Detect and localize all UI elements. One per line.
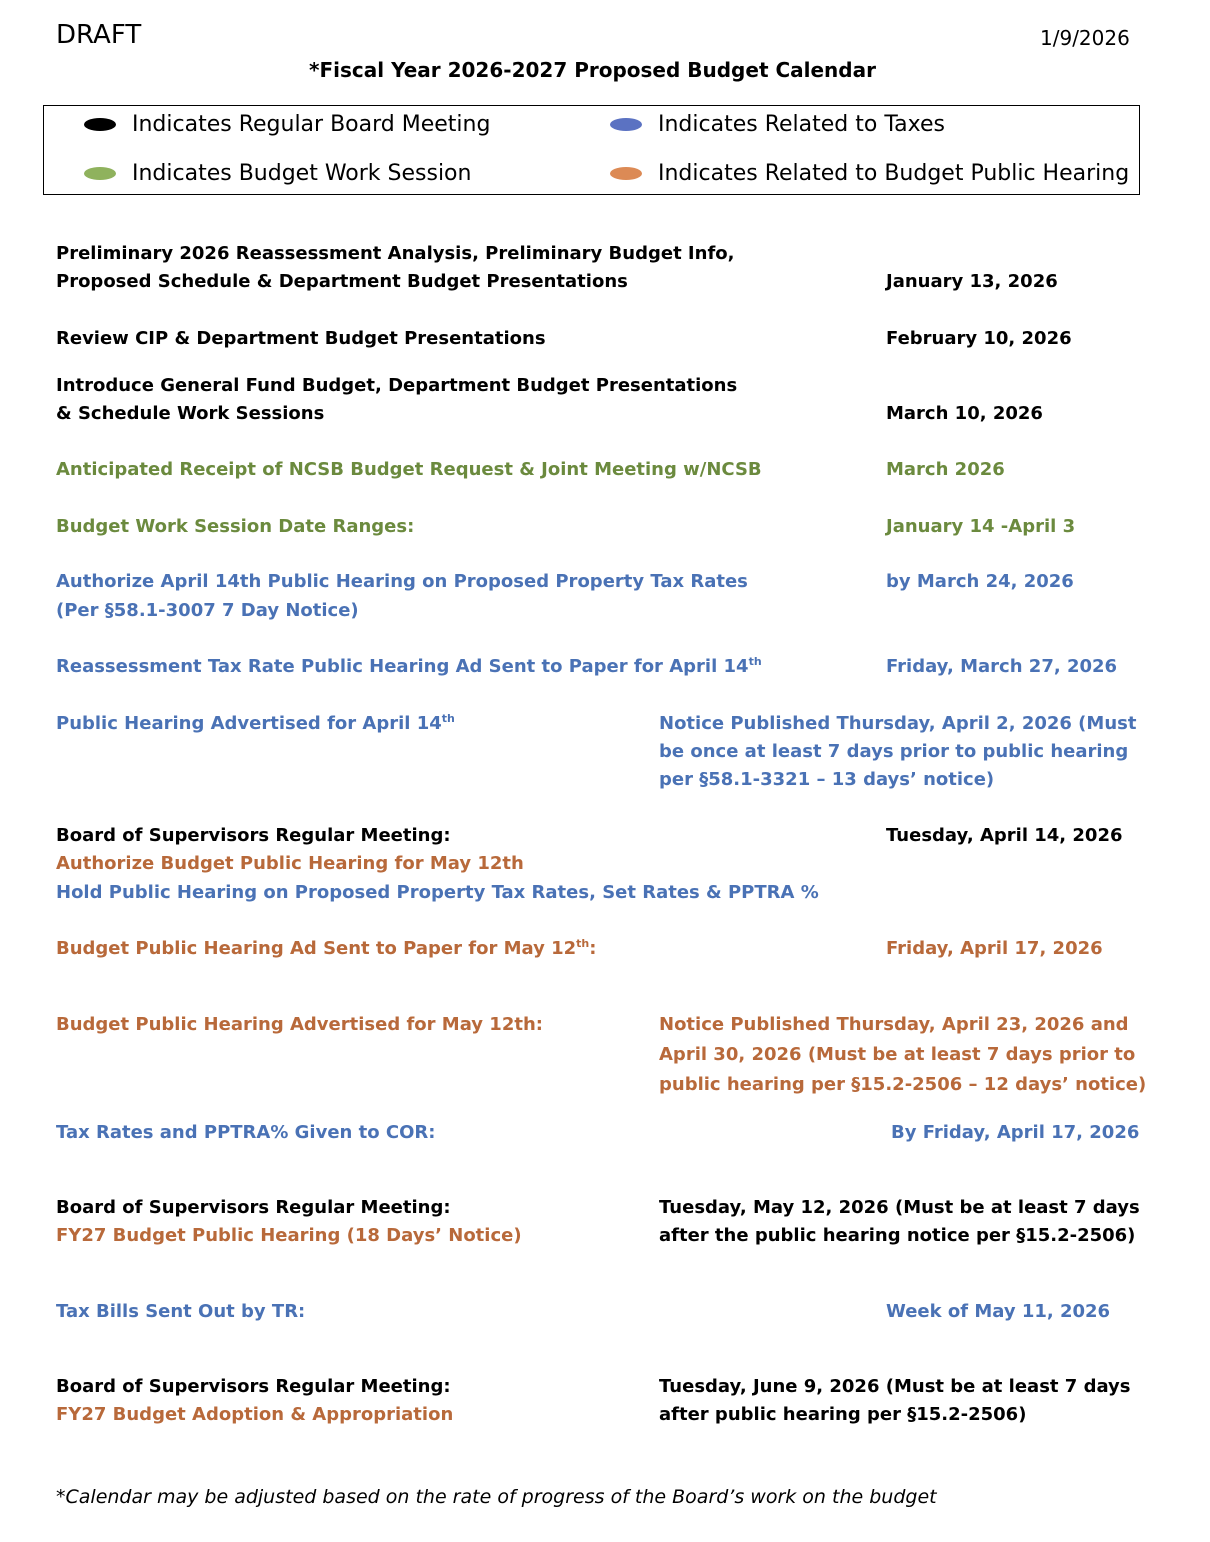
item-date: per §58.1-3321 – 13 days’ notice)	[659, 769, 995, 790]
item-description: Preliminary 2026 Reassessment Analysis, Preliminary Budget Info,	[56, 243, 735, 264]
green-dot-icon	[84, 167, 116, 180]
item-description: Budget Work Session Date Ranges:	[56, 516, 415, 537]
orange-dot-icon	[610, 167, 642, 180]
item-text: Reassessment Tax Rate Public Hearing Ad Sent to Paper for April 14	[56, 656, 749, 677]
item-date: Week of May 11, 2026	[886, 1301, 1111, 1322]
item-description: Hold Public Hearing on Proposed Property Tax Rates, Set Rates & PPTRA %	[56, 882, 819, 903]
item-date: March 10, 2026	[886, 403, 1043, 424]
superscript: th	[576, 937, 590, 950]
item-description: Budget Public Hearing Advertised for May 12th:	[56, 1014, 543, 1035]
item-date: after public hearing per §15.2-2506)	[659, 1404, 1027, 1425]
item-date: Notice Published Thursday, April 23, 2026 and	[659, 1014, 1129, 1035]
legend-item-regular	[84, 112, 490, 137]
item-description: Proposed Schedule & Department Budget Presentations	[56, 271, 628, 292]
item-description: FY27 Budget Adoption & Appropriation	[56, 1404, 454, 1425]
legend-label: Indicates Related to Taxes	[658, 112, 945, 137]
footnote: *Calendar may be adjusted based on the rate of progress of the Board’s work on the budget	[56, 1486, 937, 1508]
item-date: public hearing per §15.2-2506 – 12 days’ notice)	[659, 1074, 1147, 1095]
item-description: Authorize April 14th Public Hearing on Proposed Property Tax Rates	[56, 571, 748, 592]
item-description: Tax Rates and PPTRA% Given to COR:	[56, 1122, 436, 1143]
item-description: Review CIP & Department Budget Presentations	[56, 328, 546, 349]
item-date: January 14 -April 3	[886, 516, 1076, 537]
item-description: Introduce General Fund Budget, Department Budget Presentations	[56, 375, 738, 396]
item-date: Friday, March 27, 2026	[886, 656, 1118, 677]
legend-label: Indicates Regular Board Meeting	[132, 112, 491, 137]
legend-item-taxes	[610, 112, 945, 137]
item-text: :	[589, 938, 597, 959]
item-description: Tax Bills Sent Out by TR:	[56, 1301, 306, 1322]
item-date: be once at least 7 days prior to public hearing	[659, 741, 1129, 762]
item-date: after the public hearing notice per §15.2-2506)	[659, 1225, 1136, 1246]
item-date: Tuesday, May 12, 2026 (Must be at least 7 days	[659, 1197, 1140, 1218]
item-date: February 10, 2026	[886, 328, 1072, 349]
legend-item-public-hearing	[610, 161, 1129, 186]
legend-label: Indicates Related to Budget Public Hearing	[658, 161, 1130, 186]
item-date: By Friday, April 17, 2026	[891, 1122, 1140, 1143]
legend-box	[43, 105, 1140, 195]
item-text: Public Hearing Advertised for April 14	[56, 713, 442, 734]
item-description	[56, 653, 762, 681]
item-date: Notice Published Thursday, April 2, 2026 (Must	[659, 713, 1137, 734]
item-description	[56, 935, 596, 963]
item-description: Board of Supervisors Regular Meeting:	[56, 825, 451, 846]
item-date: April 30, 2026 (Must be at least 7 days prior to	[659, 1044, 1136, 1065]
item-description: Authorize Budget Public Hearing for May 12th	[56, 853, 524, 874]
item-date: January 13, 2026	[886, 271, 1058, 292]
superscript: th	[441, 712, 455, 725]
draft-label: DRAFT	[56, 20, 142, 50]
item-date: Tuesday, June 9, 2026 (Must be at least 7 days	[659, 1376, 1131, 1397]
item-description: & Schedule Work Sessions	[56, 403, 325, 424]
item-description: (Per §58.1-3007 7 Day Notice)	[56, 600, 359, 621]
item-date: Tuesday, April 14, 2026	[886, 825, 1123, 846]
item-date: March 2026	[886, 459, 1005, 480]
blue-dot-icon	[610, 118, 642, 131]
item-description: Board of Supervisors Regular Meeting:	[56, 1197, 451, 1218]
item-text: Budget Public Hearing Ad Sent to Paper for May 12	[56, 938, 577, 959]
black-dot-icon	[84, 118, 116, 131]
item-date: by March 24, 2026	[886, 571, 1074, 592]
item-description: Anticipated Receipt of NCSB Budget Request & Joint Meeting w/NCSB	[56, 459, 762, 480]
legend-item-work-session	[84, 161, 471, 186]
item-date: Friday, April 17, 2026	[886, 938, 1103, 959]
item-description: FY27 Budget Public Hearing (18 Days’ Notice)	[56, 1225, 522, 1246]
page-title: *Fiscal Year 2026-2027 Proposed Budget Calendar	[309, 58, 876, 82]
item-description	[56, 710, 455, 738]
document-date: 1/9/2026	[1040, 26, 1130, 50]
superscript: th	[748, 655, 762, 668]
item-description: Board of Supervisors Regular Meeting:	[56, 1376, 451, 1397]
legend-label: Indicates Budget Work Session	[132, 161, 472, 186]
